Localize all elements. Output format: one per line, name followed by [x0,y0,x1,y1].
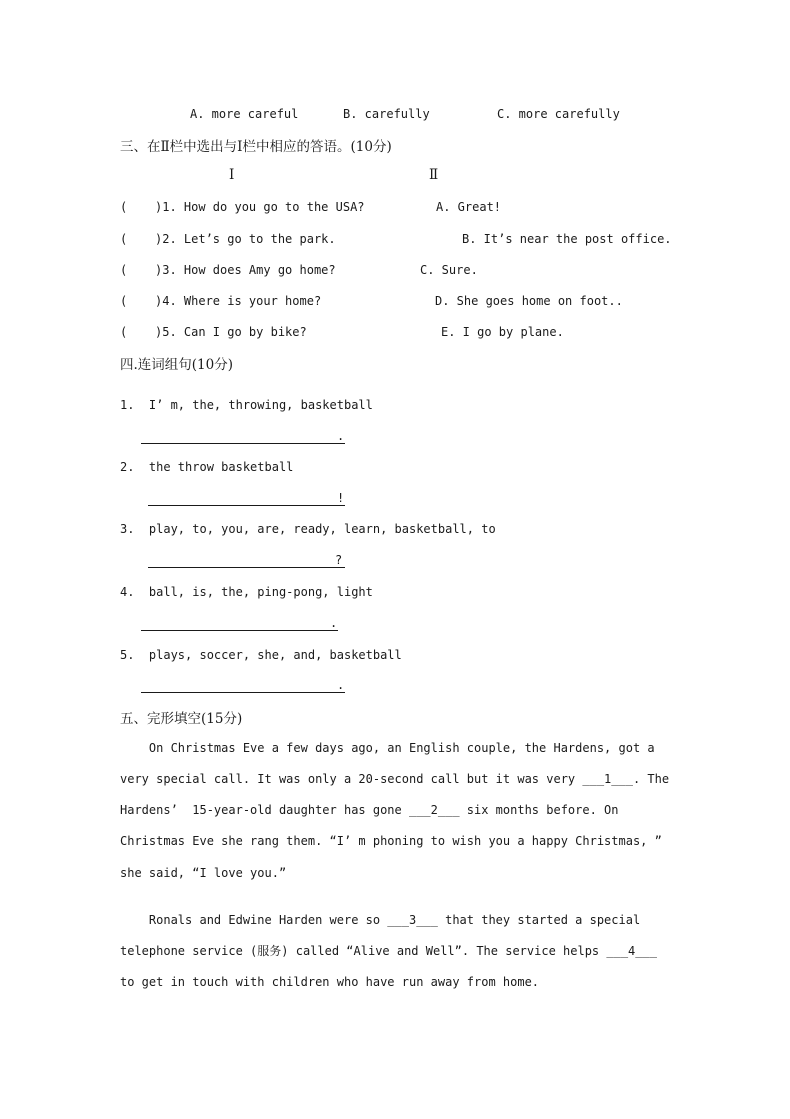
answer-blank-1[interactable] [141,443,345,444]
answer-e: E. I go by plane. [441,325,564,339]
answer-b: B. It’s near the post office. [462,232,672,246]
sentence-prompt-2: 2. the throw basketball [120,460,294,474]
sentence-end-5: . [337,678,345,692]
answer-blank-4[interactable] [141,630,338,631]
option-b: B. carefully [343,107,430,121]
sentence-prompt-5: 5. plays, soccer, she, and, basketball [120,648,402,662]
answer-blank-5[interactable] [141,692,345,693]
answer-blank-2[interactable] [148,505,345,506]
passage-line: On Christmas Eve a few days ago, an English couple, the Hardens, got a [120,741,655,755]
sentence-end-1: . [337,429,345,443]
question-4: )4. Where is your home? [155,294,322,308]
answer-c: C. Sure. [420,263,478,277]
question-3: )3. How does Amy go home? [155,263,336,277]
sentence-prompt-1: 1. I’ m, the, throwing, basketball [120,398,373,412]
column-2-header: Ⅱ [429,167,439,183]
option-a: A. more careful [190,107,299,121]
question-paren: ( [120,325,128,339]
question-paren: ( [120,232,128,246]
passage-line: Christmas Eve she rang them. “I’ m phoning to wish you a happy Christmas, ” [120,834,662,848]
passage-line: Ronals and Edwine Harden were so ___3___ that they started a special [120,913,641,927]
question-5: )5. Can I go by bike? [155,325,307,339]
sentence-end-2: ! [337,491,345,505]
question-paren: ( [120,200,128,214]
answer-blank-3[interactable] [148,567,345,568]
passage-line: telephone service (服务) called “Alive and Well”. The service helps ___4___ [120,944,657,958]
question-2: )2. Let’s go to the park. [155,232,336,246]
passage-line: Hardens’ 15-year-old daughter has gone ___2___ six months before. On [120,803,619,817]
sentence-end-4: . [330,616,338,630]
question-paren: ( [120,294,128,308]
section4-title: 四.连词组句(10分) [120,357,234,373]
sentence-end-3: ? [335,553,343,567]
passage-line: to get in touch with children who have run away from home. [120,975,540,989]
answer-d: D. She goes home on foot.. [435,294,623,308]
section5-title: 五、完形填空(15分) [120,711,243,727]
passage-line: very special call. It was only a 20-second call but it was very ___1___. The [120,772,670,786]
passage-line: she said, “I love you.” [120,866,287,880]
option-c: C. more carefully [497,107,620,121]
question-1: )1. How do you go to the USA? [155,200,365,214]
sentence-prompt-3: 3. play, to, you, are, ready, learn, basketball, to [120,522,496,536]
answer-a: A. Great! [436,200,502,214]
sentence-prompt-4: 4. ball, is, the, ping-pong, light [120,585,373,599]
section3-title: 三、在Ⅱ栏中选出与Ⅰ栏中相应的答语。(10分) [120,139,392,155]
column-1-header: Ⅰ [229,167,235,183]
question-paren: ( [120,263,128,277]
